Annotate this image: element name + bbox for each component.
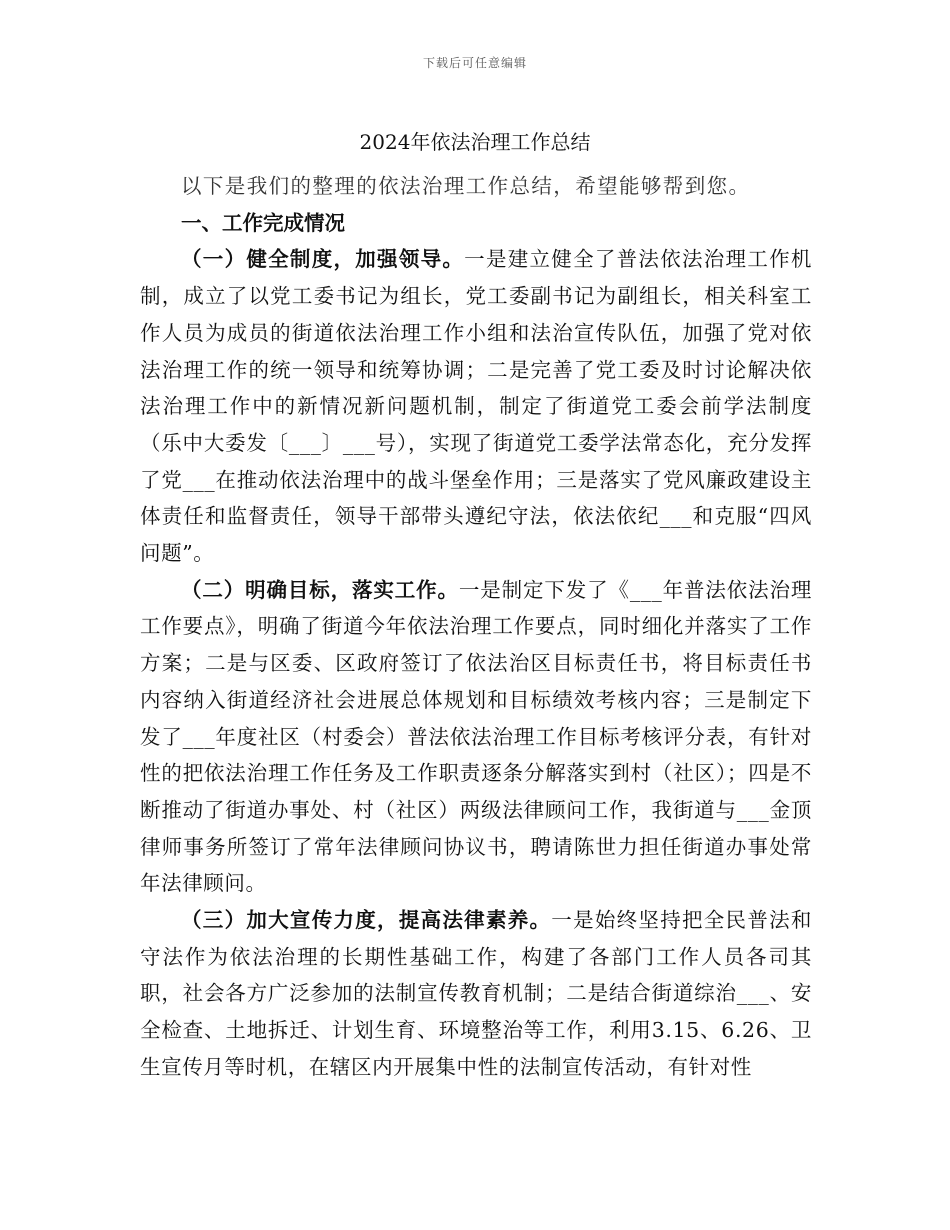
header-note: 下载后可任意编辑	[422, 56, 527, 70]
paragraph-1	[140, 241, 812, 571]
paragraph-2-lead: （二）明确目标，落实工作。	[181, 577, 459, 602]
paragraph-1-lead: （一）健全制度，加强领导。	[181, 247, 465, 272]
paragraph-2-body: 一是制定下发了《___年普法依法治理工作要点》，明确了街道今年依法治理工作要点，同时细化并落实了工作方案；二是与区委、区政府签订了依法治区目标责任书，将目标责任书内容纳入街道经济社会进展总体规划和目标绩效考核内容；三是制定下发了___年度社区（村委会）普法依法治理工作目标考核评分表，有针对性的把依法治理工作任务及工作职责逐条分解落实到村（社区）；四是不断推动了街道办事处、村（社区）两级法律顾问工作，我街道与___金顶律师事务所签订了常年法律顾问协议书，聘请陈世力担任街道办事处常年法律顾问。	[140, 577, 812, 896]
document-title: 2024年依法治理工作总结	[359, 130, 591, 154]
section-heading: 一、工作完成情况	[181, 210, 345, 235]
paragraph-3-body: 一是始终坚持把全民普法和守法作为依法治理的长期性基础工作，构建了各部门工作人员各司其职，社会各方广泛参加的法制宣传教育机制；二是结合街道综治___、安全检查、土地拆迁、计划生育、环境整治等工作，利用3.15、6.26、卫生宣传月等时机，在辖区内开展集中性的法制宣传活动，有针对性	[140, 908, 812, 1079]
paragraph-1-body: 一是建立健全了普法依法治理工作机制，成立了以党工委书记为组长，党工委副书记为副组长，相关科室工作人员为成员的街道依法治理工作小组和法治宣传队伍，加强了党对依法治理工作的统一领导和统筹协调；二是完善了党工委及时讨论解决依法治理工作中的新情况新问题机制，制定了街道党工委会前学法制度（乐中大委发〔___〕___号），实现了街道党工委学法常态化，充分发挥了党___在推动依法治理中的战斗堡垒作用；三是落实了党风廉政建设主体责任和监督责任，领导干部带头遵纪守法，依法依纪___和克服“四风问题”。	[140, 247, 812, 566]
intro-paragraph: 以下是我们的整理的依法治理工作总结，希望能够帮到您。	[181, 174, 751, 198]
paragraph-3	[140, 902, 812, 1086]
paragraph-2	[140, 572, 812, 902]
document-body	[140, 168, 812, 1086]
paragraph-3-lead: （三）加大宣传力度，提高法律素养。	[181, 908, 552, 933]
